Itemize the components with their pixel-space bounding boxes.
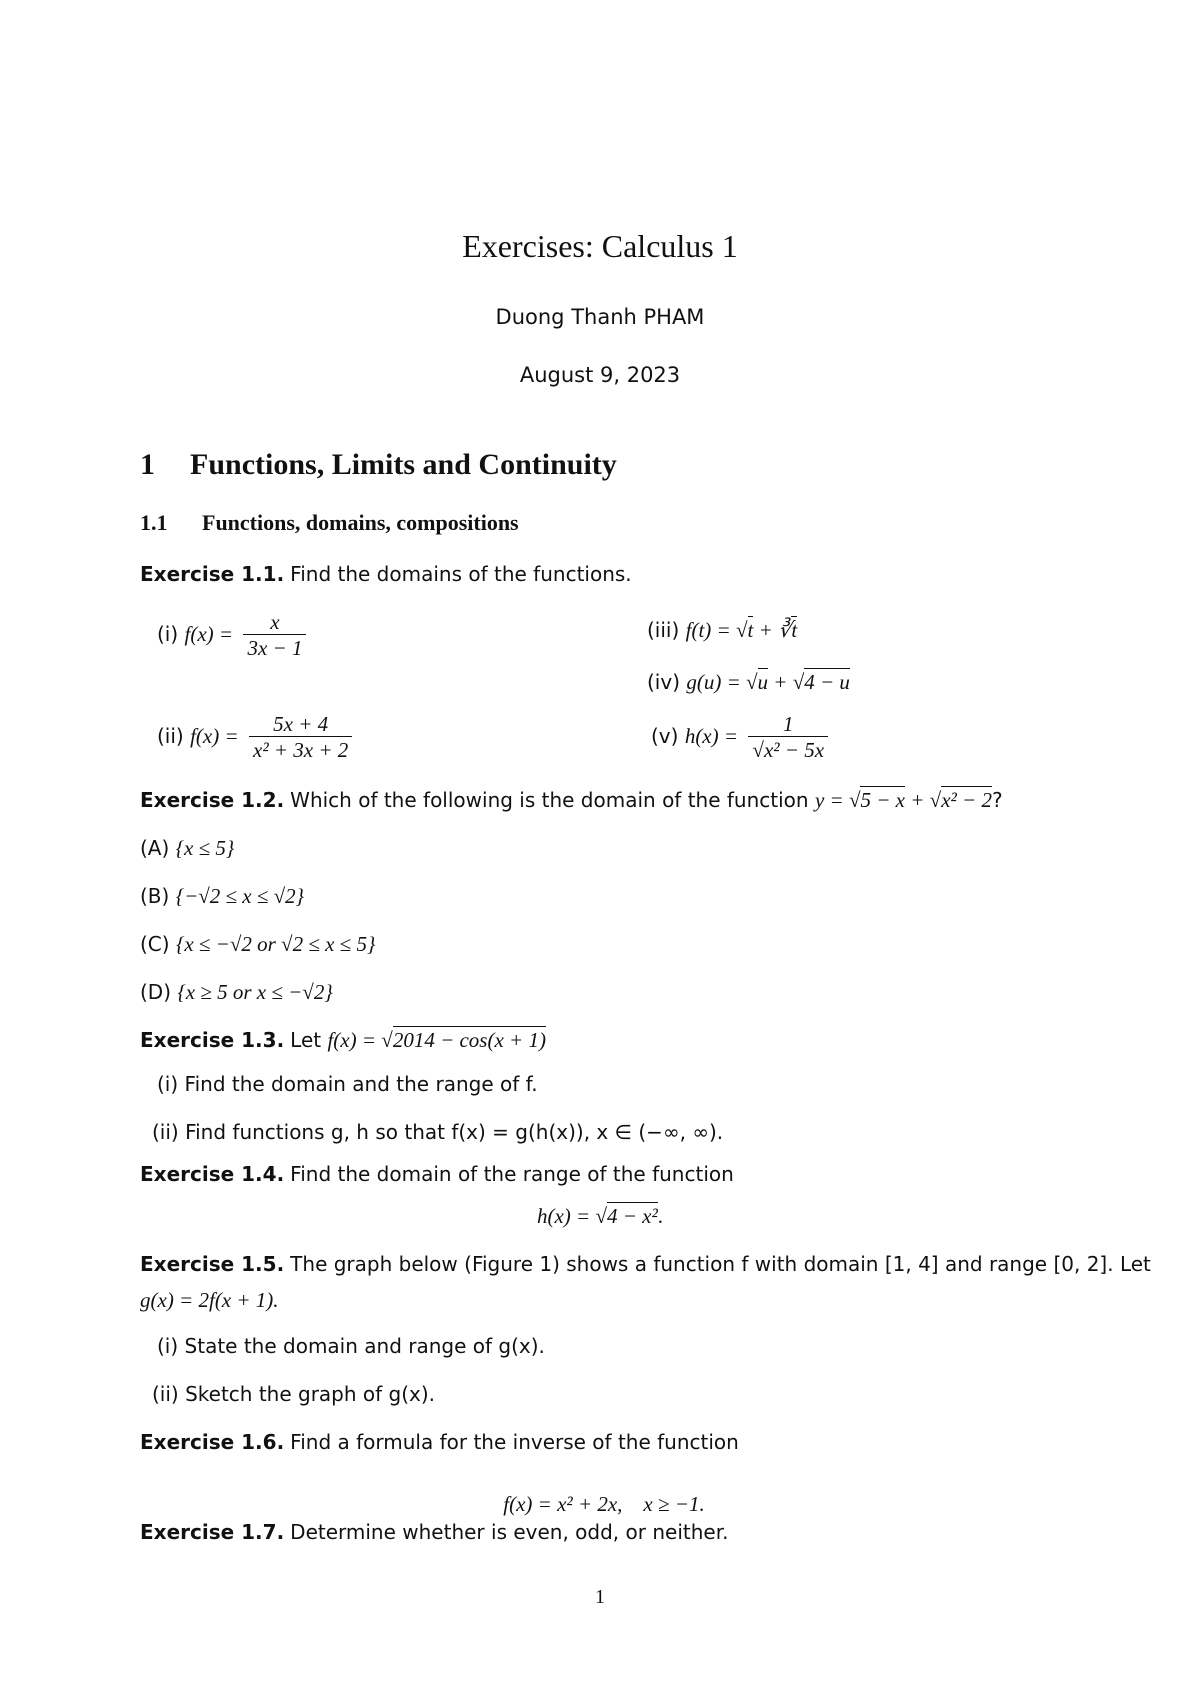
radicand: x² − 5x xyxy=(763,738,825,762)
radicand: 4 − x² xyxy=(606,1204,658,1228)
exercise-label: Exercise 1.7. xyxy=(140,1520,285,1544)
numerator: x xyxy=(243,610,306,635)
formula-end: . xyxy=(657,1204,664,1228)
formula-part: y = √ xyxy=(814,788,861,812)
denominator: x² + 3x + 2 xyxy=(253,738,349,762)
subsection-number: 1.1 xyxy=(140,510,168,535)
fraction xyxy=(249,712,352,763)
option-label: (D) xyxy=(140,980,172,1004)
radicand: u xyxy=(757,670,769,694)
ex1-2-option-a xyxy=(140,836,234,861)
item-label: (i) xyxy=(157,1072,179,1096)
ex1-1-item-ii xyxy=(157,712,356,763)
radicand: t xyxy=(747,618,754,642)
ex1-1-item-iii xyxy=(647,618,797,643)
item-label: (iii) xyxy=(647,618,680,642)
exercise-1-6 xyxy=(140,1430,739,1454)
ex1-2-option-b xyxy=(140,884,304,909)
ex1-5-item-ii xyxy=(152,1382,435,1406)
option-label: (C) xyxy=(140,932,170,956)
exercise-text: Find a formula for the inverse of the function xyxy=(290,1430,739,1454)
subsection-heading xyxy=(140,510,519,536)
item-label: (ii) xyxy=(152,1382,179,1406)
item-text: State the domain and range of g(x). xyxy=(184,1334,545,1358)
section-heading xyxy=(140,448,617,482)
ex1-4-display-formula xyxy=(0,1204,1200,1229)
ex1-3-item-ii xyxy=(152,1120,723,1144)
subsection-title: Functions, domains, compositions xyxy=(202,510,519,535)
exercise-1-3 xyxy=(140,1028,546,1053)
ex1-2-option-c xyxy=(140,932,375,957)
document-author: Duong Thanh PHAM xyxy=(495,305,705,329)
item-label: (ii) xyxy=(152,1120,179,1144)
ex1-3-item-i xyxy=(157,1072,538,1096)
formula-part: + √ xyxy=(904,788,942,812)
item-label: (v) xyxy=(651,724,679,748)
exercise-label: Exercise 1.6. xyxy=(140,1430,285,1454)
radicand: x² − 2 xyxy=(941,788,992,812)
ex1-1-item-i xyxy=(157,610,310,661)
option-text: {x ≤ 5} xyxy=(175,836,235,860)
ex1-2-option-d xyxy=(140,980,333,1005)
exercise-text: Find the domain of the range of the function xyxy=(290,1162,734,1186)
ex1-5-item-i xyxy=(157,1334,545,1358)
exercise-text: Determine whether is even, odd, or neither. xyxy=(290,1520,729,1544)
formula-part: h(x) = √ xyxy=(536,1204,607,1228)
exercise-label: Exercise 1.3. xyxy=(140,1028,285,1052)
exercise-text: Which of the following is the domain of the function xyxy=(290,788,809,812)
radicand: t xyxy=(791,618,798,642)
fraction xyxy=(243,610,306,661)
item-label: (iv) xyxy=(647,670,680,694)
page-number: 1 xyxy=(595,1586,605,1608)
exercise-text: Let xyxy=(290,1028,322,1052)
exercise-text: The graph below (Figure 1) shows a function f with domain [1, 4] and range [0, 2]. Let xyxy=(290,1252,1151,1276)
radicand: 4 − u xyxy=(804,670,850,694)
document-title: Exercises: Calculus 1 xyxy=(462,228,738,264)
formula: f(x) = x² + 2x, x ≥ −1. xyxy=(503,1492,705,1516)
ex1-1-item-iv xyxy=(647,670,850,695)
fraction xyxy=(748,712,828,763)
option-text: {x ≤ −√2 or √2 ≤ x ≤ 5} xyxy=(175,932,376,956)
exercise-label: Exercise 1.2. xyxy=(140,788,285,812)
section-number: 1 xyxy=(140,448,155,481)
option-label: (B) xyxy=(140,884,170,908)
item-lhs: g(u) = √ xyxy=(686,670,758,694)
exercise-1-5-line2 xyxy=(140,1288,279,1313)
item-text: Find the domain and the range of f. xyxy=(184,1072,538,1096)
section-title: Functions, Limits and Continuity xyxy=(190,448,617,481)
ex1-1-item-v xyxy=(651,712,832,763)
exercise-1-2 xyxy=(140,788,1003,813)
exercise-1-7 xyxy=(140,1520,728,1544)
formula-part: f(x) = √ xyxy=(327,1028,393,1052)
item-lhs: f(x) = xyxy=(184,622,234,646)
exercise-label: Exercise 1.4. xyxy=(140,1162,285,1186)
exercise-label: Exercise 1.5. xyxy=(140,1252,285,1276)
option-label: (A) xyxy=(140,836,170,860)
exercise-label: Exercise 1.1. xyxy=(140,562,285,586)
option-text: {−√2 ≤ x ≤ √2} xyxy=(175,884,305,908)
radicand: 2014 − cos(x + 1) xyxy=(392,1028,546,1052)
item-mid: + ∛ xyxy=(753,618,792,642)
exercise-text: g(x) = 2f(x + 1). xyxy=(140,1288,279,1312)
denominator xyxy=(748,737,828,763)
option-text: {x ≥ 5 or x ≤ −√2} xyxy=(177,980,333,1004)
exercise-1-1 xyxy=(140,562,632,586)
item-lhs: f(x) = xyxy=(190,724,239,748)
ex1-6-display-formula xyxy=(0,1474,1200,1517)
numerator: 1 xyxy=(748,712,828,737)
formula-end: ? xyxy=(991,788,1003,812)
item-text: Sketch the graph of g(x). xyxy=(185,1382,436,1406)
denominator: 3x − 1 xyxy=(247,636,303,660)
radicand: 5 − x xyxy=(860,788,905,812)
item-label: (ii) xyxy=(157,724,184,748)
item-label: (i) xyxy=(157,1334,179,1358)
document-date: August 9, 2023 xyxy=(519,363,681,387)
item-lhs: f(t) = √ xyxy=(685,618,748,642)
item-text: Find functions g, h so that f(x) = g(h(x)), x ∈ (−∞, ∞). xyxy=(185,1120,724,1144)
exercise-text: Find the domains of the functions. xyxy=(290,562,632,586)
root-sign: √ xyxy=(752,738,764,762)
numerator: 5x + 4 xyxy=(249,712,352,737)
item-lhs: h(x) = xyxy=(684,724,739,748)
exercise-1-4 xyxy=(140,1162,734,1186)
exercise-1-5 xyxy=(140,1252,1151,1276)
item-label: (i) xyxy=(157,622,179,646)
item-mid: + √ xyxy=(768,670,805,694)
